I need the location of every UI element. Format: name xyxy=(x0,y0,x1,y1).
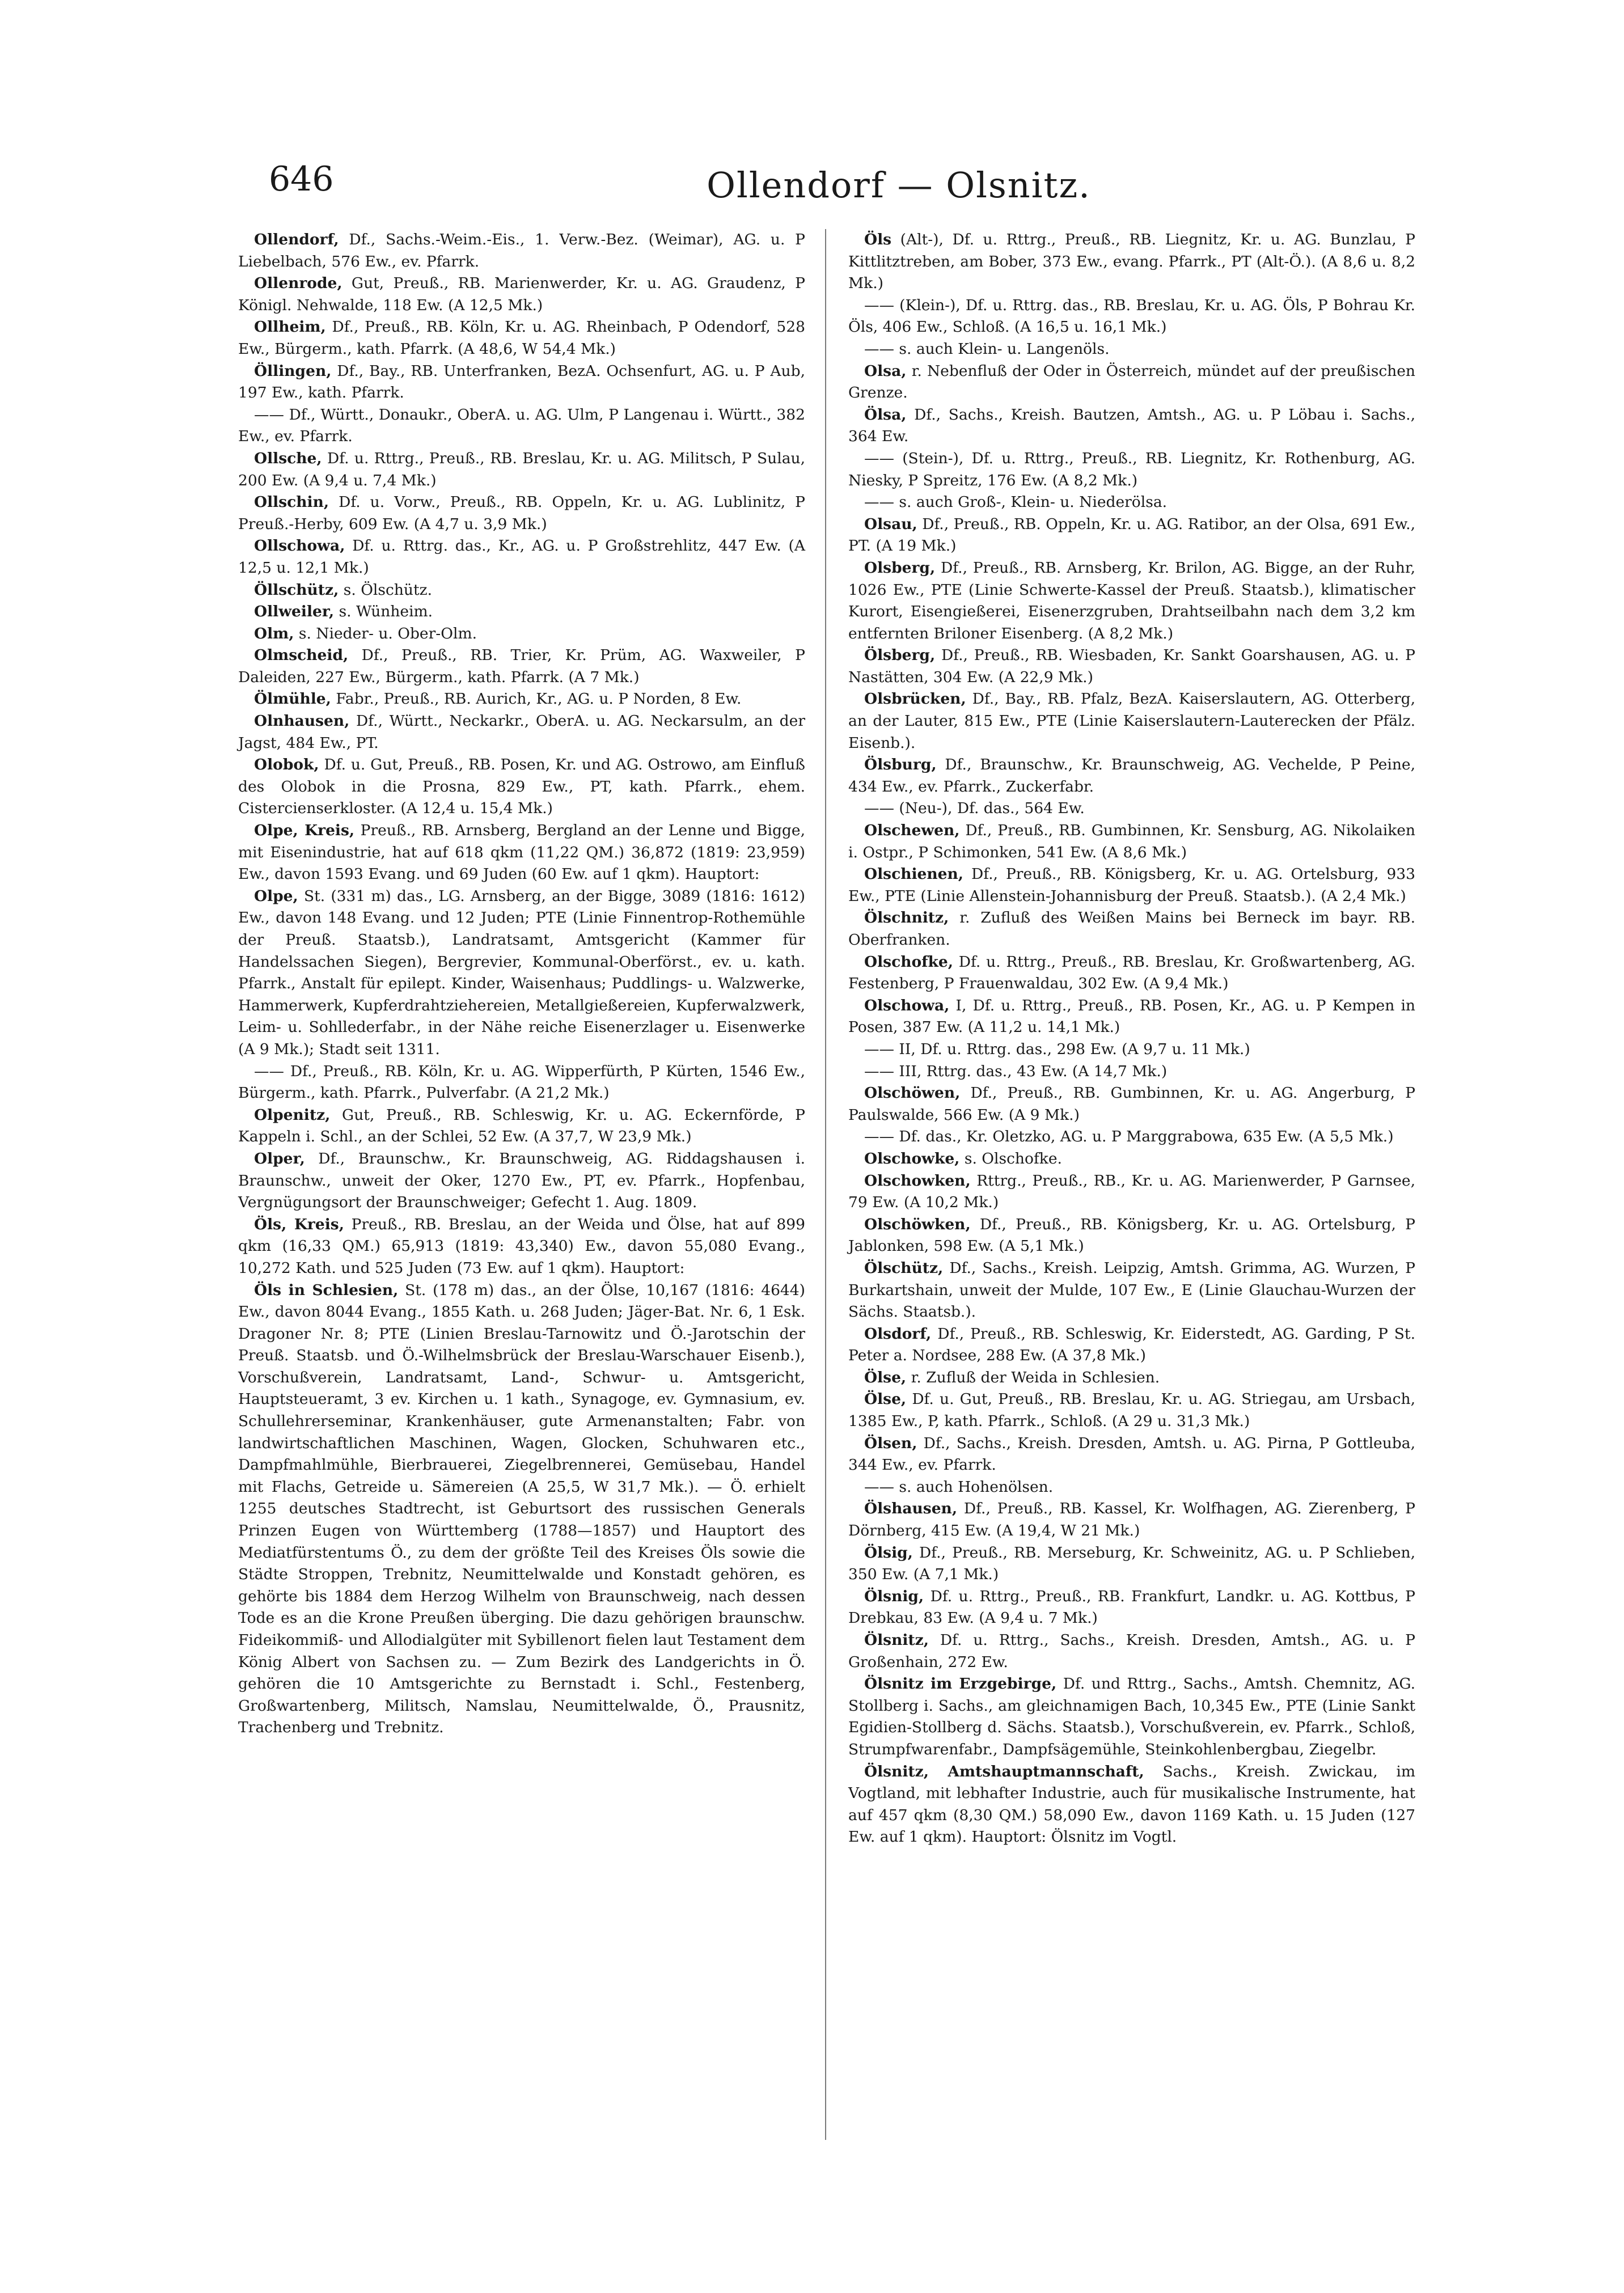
entry-headword: Olmscheid, xyxy=(254,646,349,665)
entry-headword: Olschowa, xyxy=(864,996,950,1014)
page-number: 646 xyxy=(269,159,334,199)
dictionary-entry xyxy=(848,1082,1415,1126)
entry-text: —— Df., Württ., Donaukr., OberA. u. AG. Ulm, P Langenau i. Württ., 382 Ew., ev. Pfarrk. xyxy=(238,405,805,446)
dictionary-entry xyxy=(848,1214,1415,1258)
entry-headword: Olobok, xyxy=(254,756,319,774)
entry-text: —— s. auch Groß-, Klein- u. Niederölsa. xyxy=(864,493,1168,511)
entry-text: s. Nieder- u. Ober-Olm. xyxy=(294,624,477,642)
dictionary-entry xyxy=(238,886,805,1061)
entry-headword: Olschowken, xyxy=(864,1171,971,1190)
entry-headword: Olschowke, xyxy=(864,1149,960,1167)
entry-text: Df. u. Rttrg., Preuß., RB. Frankfurt, Landkr. u. AG. Kottbus, P Drebkau, 83 Ew. (A 9,4 u. 7 Mk.) xyxy=(848,1587,1415,1627)
entry-text: Df., Preuß., RB. Gumbinnen, Kr. u. AG. Angerburg, P Paulswalde, 566 Ew. (A 9 Mk.) xyxy=(848,1084,1415,1124)
entry-text: Df., Preuß., RB. Gumbinnen, Kr. Sensburg, AG. Nikolaiken i. Ostpr., P Schimonken, 541 Ew. (A 8,6 Mk.) xyxy=(848,822,1415,861)
entry-headword: Olsbrücken, xyxy=(864,690,966,708)
entry-text: Df., Sachs., Kreish. Dresden, Amtsh. u. AG. Pirna, P Gottleuba, 344 Ew., ev. Pfarrk. xyxy=(848,1434,1415,1474)
entry-headword: Öllingen, xyxy=(254,362,332,380)
dictionary-entry xyxy=(238,1214,805,1280)
entry-headword: Olsau, xyxy=(864,515,917,533)
dictionary-entry xyxy=(238,579,805,602)
dictionary-entry xyxy=(848,1630,1415,1673)
entry-text: Gut, Preuß., RB. Schleswig, Kr. u. AG. Eckernförde, P Kappeln i. Schl., an der Schlei, 52 Ew. (A 37,7, W 23,9 Mk.) xyxy=(238,1106,805,1146)
column-divider xyxy=(825,229,826,2140)
dictionary-entry xyxy=(848,820,1415,864)
dictionary-entry xyxy=(238,688,805,710)
entry-text: Df., Sachs., Kreish. Bautzen, Amtsh., AG. u. P Löbau i. Sachs., 364 Ew. xyxy=(848,405,1415,446)
entry-headword: Olsberg, xyxy=(864,559,936,577)
entry-text: Df. und Rttrg., Sachs., Amtsh. Chemnitz, AG. Stollberg i. Sachs., am gleichnamigen Bach, 10,345 Ew., PTE (Linie Sankt Egidien-Stollberg d. Sächs. Staatsb.), Vorschußverein, ev. Pfarrk., Schloß, Strumpfwarenfabr., Dampfsägemühle, Steinkohlenbergbau, Ziegelbr. xyxy=(848,1675,1416,1758)
right-column xyxy=(848,229,1415,1848)
entry-headword: Ölse, xyxy=(864,1390,907,1408)
dictionary-entry xyxy=(238,448,805,492)
entry-headword: Ollheim, xyxy=(254,318,326,336)
entry-text: Sachs., Kreish. Zwickau, im Vogtland, mit lebhafter Industrie, auch für musikalische Instrumente, hat auf 457 qkm (8,30 QM.) 58,090 Ew., davon 1169 Kath. u. 15 Juden (127 Ew. auf 1 qkm). Hauptort: Ölsnitz im Vogtl. xyxy=(848,1762,1415,1846)
dictionary-entry xyxy=(848,1323,1415,1367)
entry-headword: Olpenitz, xyxy=(254,1106,331,1124)
entry-text: Df., Braunschw., Kr. Braunschweig, AG. Riddagshausen i. Braunschw., unweit der Oker, 1270 Ew., PT, ev. Pfarrk., Hopfenbau, Vergnügungsort der Braunschweiger; Gefecht 1. Aug. 1809. xyxy=(238,1149,805,1212)
entry-text: Df. u. Gut, Preuß., RB. Breslau, Kr. u. AG. Striegau, am Ursbach, 1385 Ew., P, kath. Pfarrk., Schloß. (A 29 u. 31,3 Mk.) xyxy=(848,1390,1415,1431)
entry-headword: Olper, xyxy=(254,1149,305,1167)
dictionary-entry xyxy=(848,1148,1415,1170)
entry-headword: Ölsnitz, xyxy=(864,1631,929,1649)
dictionary-entry xyxy=(848,754,1415,798)
entry-text: St. (331 m) das., LG. Arnsberg, an der Bigge, 3089 (1816: 1612) Ew., davon 148 Evang. und 12 Juden; PTE (Linie Finnentrop-Rothemühle der Preuß. Staatsb.), Landratsamt, Amtsgericht (Kammer für Handelssachen Siegen), Bergrevier, Kommunal-Oberförst., ev. u. kath. Pfarrk., Anstalt für epilept. Kinder, Waisenhaus; Puddlings- u. Walzwerke, Hammerwerk, Kupferdrahtziehereien, Metallgießereien, Kupferwalzwerk, Leim- u. Sohllederfabr., in der Nähe reiche Eisenerzlager u. Eisenwerke (A 9 Mk.); Stadt seit 1311. xyxy=(238,887,805,1058)
dictionary-entry xyxy=(848,404,1415,448)
dictionary-entry xyxy=(848,1367,1415,1389)
left-column xyxy=(238,229,805,1739)
entry-text: Rttrg., Preuß., RB., Kr. u. AG. Marienwerder, P Garnsee, 79 Ew. (A 10,2 Mk.) xyxy=(848,1171,1415,1212)
entry-text: Preuß., RB. Breslau, an der Weida und Ölse, hat auf 899 qkm (16,33 QM.) 65,913 (1819: 43,340) Ew., davon 55,080 Evang., 10,272 Kath. und 525 Juden (73 Ew. auf 1 qkm). Hauptort: xyxy=(238,1215,805,1277)
dictionary-entry xyxy=(848,295,1415,339)
entry-text: Fabr., Preuß., RB. Aurich, Kr., AG. u. P Norden, 8 Ew. xyxy=(331,690,742,708)
entry-headword: Öllschütz, xyxy=(254,581,339,599)
dictionary-entry xyxy=(848,1258,1415,1323)
entry-headword: Ölsberg, xyxy=(864,646,936,665)
entry-headword: Ollschin, xyxy=(254,493,329,511)
dictionary-entry xyxy=(848,339,1415,361)
dictionary-entry xyxy=(848,1761,1415,1848)
dictionary-entry xyxy=(238,492,805,535)
dictionary-entry xyxy=(848,514,1415,557)
entry-text: Df., Preuß., RB. Wiesbaden, Kr. Sankt Goarshausen, AG. u. P Nastätten, 304 Ew. (A 22,9 Mk.) xyxy=(848,646,1415,686)
dictionary-entry xyxy=(848,864,1415,907)
dictionary-entry xyxy=(848,361,1415,404)
dictionary-entry xyxy=(238,623,805,645)
entry-headword: Ölsnitz im Erzgebirge, xyxy=(864,1675,1057,1693)
entry-text: —— Df., Preuß., RB. Köln, Kr. u. AG. Wipperfürth, P Kürten, 1546 Ew., Bürgerm., kath. Pfarrk., Pulverfabr. (A 21,2 Mk.) xyxy=(238,1062,805,1102)
entry-text: Df., Preuß., RB. Kassel, Kr. Wolfhagen, AG. Zierenberg, P Dörnberg, 415 Ew. (A 19,4, W 21 Mk.) xyxy=(848,1500,1415,1540)
entry-headword: Olsdorf, xyxy=(864,1325,932,1343)
dictionary-entry xyxy=(848,1433,1415,1477)
dictionary-entry xyxy=(238,754,805,820)
dictionary-entry xyxy=(848,1126,1415,1148)
dictionary-entry xyxy=(848,688,1415,754)
entry-headword: Ölsen, xyxy=(864,1434,917,1452)
entry-text: s. Wünheim. xyxy=(334,603,433,621)
entry-text: St. (178 m) das., an der Ölse, 10,167 (1816: 4644) Ew., davon 8044 Evang., 1855 Kath. u. 268 Juden; Jäger-Bat. Nr. 6, 1 Esk. Dragoner Nr. 8; PTE (Linien Breslau-Tarnowitz und Ö.-Jarotschin der Preuß. Staatsb. und Ö.-Wilhelmsbrück der Breslau-Warschauer Eisenb.), Vorschußverein, Landratsamt, Land-, Schwur- u. Amtsgericht, Hauptsteueramt, 3 ev. Kirchen u. 1 kath., Synagoge, ev. Gymnasium, ev. Schullehrerseminar, Krankenhäuser, gute Armenanstalten; Fabr. von landwirtschaftlichen Maschinen, Wagen, Glocken, Schuhwaren etc., Dampfmahlmühle, Bierbrauerei, Ziegelbrennerei, Gemüsebau, Handel mit Flachs, Getreide u. Sämereien (A 25,5, W 31,7 Mk.). — Ö. erhielt 1255 deutsches Stadtrecht, ist Geburtsort des russischen Generals Prinzen Eugen von Württemberg (1788—1857) und Hauptort des Mediatfürstentums Ö., zu dem der größte Teil des Kreises Öls sowie die Städte Stroppen, Trebnitz, Neumittelwalde und Konstadt gehören, es gehörte bis 1884 dem Herzog Wilhelm von Braunschweig, nach dessen Tode es an die Krone Preußen überging. Die dazu gehörigen braunschw. Fideikommiß- und Allodialgüter mit Sybillenort fielen laut Testament dem König Albert von Sachsen zu. — Zum Bezirk des Landgerichts in Ö. gehören die 10 Amtsgerichte zu Bernstadt i. Schl., Festenberg, Großwartenberg, Militsch, Namslau, Neumittelwalde, Ö., Prausnitz, Trachenberg und Trebnitz. xyxy=(238,1281,805,1737)
entry-headword: Ollweiler, xyxy=(254,603,335,621)
dictionary-entry xyxy=(238,535,805,579)
entry-text: —— (Neu-), Df. das., 564 Ew. xyxy=(864,799,1085,818)
dictionary-entry xyxy=(848,1498,1415,1542)
entry-headword: Ollschowa, xyxy=(254,537,345,555)
running-head: Ollendorf — Olsnitz. xyxy=(707,164,1091,206)
entry-headword: Olschewen, xyxy=(864,822,960,840)
entry-text: Df., Preuß., RB. Königsberg, Kr. u. AG. Ortelsburg, 933 Ew., PTE (Linie Allenstein-Johannisburg der Preuß. Staatsb.). (A 2,4 Mk.) xyxy=(848,865,1415,905)
entry-text: (Alt-), Df. u. Rttrg., Preuß., RB. Liegnitz, Kr. u. AG. Bunzlau, P Kittlitztreben, am Bober, 373 Ew., evang. Pfarrk., PT (Alt-Ö.). (A 8,6 u. 8,2 Mk.) xyxy=(848,231,1415,293)
entry-headword: Öls xyxy=(864,231,892,248)
entry-headword: Olsa, xyxy=(864,362,907,380)
dictionary-entry xyxy=(238,645,805,688)
entry-text: Df., Preuß., RB. Arnsberg, Kr. Brilon, AG. Bigge, an der Ruhr, 1026 Ew., PTE (Linie Schwerte-Kassel der Preuß. Staatsb.), klimatischer Kurort, Eisengießerei, Eisenerzgruben, Drahtseilbahn nach dem 3,2 km entfernten Briloner Eisenberg. (A 8,2 Mk.) xyxy=(848,559,1415,642)
entry-text: —— II, Df. u. Rttrg. das., 298 Ew. (A 9,7 u. 11 Mk.) xyxy=(864,1040,1250,1058)
entry-text: Df. u. Rttrg., Sachs., Kreish. Dresden, Amtsh., AG. u. P Großenhain, 272 Ew. xyxy=(848,1631,1415,1671)
entry-text: Df., Preuß., RB. Merseburg, Kr. Schweinitz, AG. u. P Schlieben, 350 Ew. (A 7,1 Mk.) xyxy=(848,1543,1415,1584)
dictionary-entry xyxy=(848,1673,1415,1761)
dictionary-entry xyxy=(238,404,805,448)
entry-text: r. Zufluß der Weida in Schlesien. xyxy=(906,1368,1160,1386)
entry-headword: Ölshausen, xyxy=(864,1500,958,1518)
entry-text: r. Nebenfluß der Oder in Österreich, mündet auf der preußischen Grenze. xyxy=(848,362,1415,402)
entry-headword: Ölsig, xyxy=(864,1543,913,1562)
entry-headword: Olschöwken, xyxy=(864,1215,971,1233)
entry-text: —— s. auch Hohenölsen. xyxy=(864,1478,1054,1496)
entry-headword: Ölschütz, xyxy=(864,1259,944,1277)
entry-headword: Ölsnig, xyxy=(864,1587,924,1605)
entry-text: Df., Preuß., RB. Königsberg, Kr. u. AG. Ortelsburg, P Jablonken, 598 Ew. (A 5,1 Mk.) xyxy=(848,1215,1415,1255)
entry-headword: Ölschnitz, xyxy=(864,909,949,927)
entry-headword: Olschofke, xyxy=(864,953,953,971)
entry-text: —— (Stein-), Df. u. Rttrg., Preuß., RB. Liegnitz, Kr. Rothenburg, AG. Niesky, P Spreitz, 176 Ew. (A 8,2 Mk.) xyxy=(848,449,1415,489)
entry-text: Preuß., RB. Arnsberg, Bergland an der Lenne und Bigge, mit Eisenindustrie, hat auf 618 qkm (11,22 QM.) 36,872 (1819: 23,959) Ew., davon 1593 Evang. und 69 Juden (60 Ew. auf 1 qkm). Hauptort: xyxy=(238,822,805,883)
dictionary-entry xyxy=(238,710,805,754)
dictionary-entry xyxy=(848,1477,1415,1499)
dictionary-entry xyxy=(238,1061,805,1105)
entry-headword: Ölsnitz, Amtshauptmannschaft, xyxy=(864,1762,1144,1780)
entry-headword: Öls, Kreis, xyxy=(254,1215,344,1233)
entry-headword: Olnhausen, xyxy=(254,712,350,730)
dictionary-entry xyxy=(238,1148,805,1214)
dictionary-entry xyxy=(238,1280,805,1739)
dictionary-entry xyxy=(848,1061,1415,1083)
dictionary-entry xyxy=(848,1170,1415,1214)
dictionary-entry xyxy=(848,557,1415,645)
entry-headword: Ollendorf, xyxy=(254,231,339,248)
entry-text: —— Df. das., Kr. Oletzko, AG. u. P Marggrabowa, 635 Ew. (A 5,5 Mk.) xyxy=(864,1128,1394,1146)
dictionary-entry xyxy=(848,229,1415,295)
entry-text: r. Zufluß des Weißen Mains bei Berneck im bayr. RB. Oberfranken. xyxy=(848,909,1415,949)
entry-text: —— s. auch Klein- u. Langenöls. xyxy=(864,340,1110,358)
dictionary-entry xyxy=(238,601,805,623)
dictionary-entry xyxy=(238,1105,805,1148)
dictionary-entry xyxy=(238,273,805,316)
entry-text: —— (Klein-), Df. u. Rttrg. das., RB. Breslau, Kr. u. AG. Öls, P Bohrau Kr. Öls, 406 Ew., Schloß. (A 16,5 u. 16,1 Mk.) xyxy=(848,296,1415,336)
dictionary-entry xyxy=(848,1542,1415,1586)
entry-headword: Olschöwen, xyxy=(864,1084,961,1102)
dictionary-entry xyxy=(238,316,805,360)
entry-text: s. Ölschütz. xyxy=(339,581,433,599)
entry-text: Df. u. Vorw., Preuß., RB. Oppeln, Kr. u. AG. Lublinitz, P Preuß.-Herby, 609 Ew. (A 4,7 u. 3,9 Mk.) xyxy=(238,493,805,533)
entry-headword: Ollenrode, xyxy=(254,274,342,293)
entry-text: s. Olschofke. xyxy=(959,1149,1062,1167)
dictionary-entry xyxy=(848,798,1415,820)
entry-text: Df., Braunschw., Kr. Braunschweig, AG. Vechelde, P Peine, 434 Ew., ev. Pfarrk., Zuckerfabr. xyxy=(848,756,1415,796)
entry-headword: Ölsburg, xyxy=(864,756,937,774)
dictionary-entry xyxy=(238,229,805,273)
entry-headword: Olpe, xyxy=(254,887,298,905)
dictionary-entry xyxy=(848,951,1415,995)
entry-text: Df., Württ., Neckarkr., OberA. u. AG. Neckarsulm, an der Jagst, 484 Ew., PT. xyxy=(238,712,805,752)
entry-headword: Ölsa, xyxy=(864,405,907,424)
dictionary-entry xyxy=(238,820,805,886)
entry-text: Df., Sachs., Kreish. Leipzig, Amtsh. Grimma, AG. Wurzen, P Burkartshain, unweit der Mulde, 107 Ew., E (Linie Glauchau-Wurzen der Sächs. Staatsb.). xyxy=(848,1259,1415,1321)
entry-text: Df., Preuß., RB. Köln, Kr. u. AG. Rheinbach, P Odendorf, 528 Ew., Bürgerm., kath. Pfarrk. (A 48,6, W 54,4 Mk.) xyxy=(238,318,805,358)
entry-text: —— III, Rttrg. das., 43 Ew. (A 14,7 Mk.) xyxy=(864,1062,1168,1080)
entry-text: Df., Sachs.-Weim.-Eis., 1. Verw.-Bez. (Weimar), AG. u. P Liebelbach, 576 Ew., ev. Pfarrk. xyxy=(238,231,805,270)
entry-headword: Olschienen, xyxy=(864,865,964,883)
entry-headword: Ollsche, xyxy=(254,449,322,467)
entry-text: Df., Preuß., RB. Oppeln, Kr. u. AG. Ratibor, an der Olsa, 691 Ew., PT. (A 19 Mk.) xyxy=(848,515,1415,555)
entry-headword: Ölmühle, xyxy=(254,690,331,708)
entry-headword: Öls in Schlesien, xyxy=(254,1281,399,1299)
entry-text: Df. u. Rttrg., Preuß., RB. Breslau, Kr. Großwartenberg, AG. Festenberg, P Frauenwaldau, 302 Ew. (A 9,4 Mk.) xyxy=(848,953,1415,993)
dictionary-entry xyxy=(848,492,1415,514)
entry-text: I, Df. u. Rttrg., Preuß., RB. Posen, Kr., AG. u. P Kempen in Posen, 387 Ew. (A 11,2 u. 14,1 Mk.) xyxy=(848,996,1415,1036)
entry-text: Df., Bay., RB. Pfalz, BezA. Kaiserslautern, AG. Otterberg, an der Lauter, 815 Ew., PTE (Linie Kaiserslautern-Lauterecken der Pfälz. Eisenb.). xyxy=(848,690,1415,752)
entry-headword: Ölse, xyxy=(864,1368,907,1386)
entry-text: Df. u. Rttrg., Preuß., RB. Breslau, Kr. u. AG. Militsch, P Sulau, 200 Ew. (A 9,4 u. 7,4 Mk.) xyxy=(238,449,805,489)
dictionary-entry xyxy=(848,448,1415,492)
dictionary-entry xyxy=(848,1389,1415,1432)
entry-headword: Olm, xyxy=(254,624,294,642)
entry-text: Df. u. Rttrg. das., Kr., AG. u. P Großstrehlitz, 447 Ew. (A 12,5 u. 12,1 Mk.) xyxy=(238,537,805,577)
dictionary-entry xyxy=(238,361,805,404)
dictionary-entry xyxy=(848,907,1415,951)
dictionary-entry xyxy=(848,1039,1415,1061)
entry-text: Gut, Preuß., RB. Marienwerder, Kr. u. AG. Graudenz, P Königl. Nehwalde, 118 Ew. (A 12,5 Mk.) xyxy=(238,274,805,314)
entry-headword: Olpe, Kreis, xyxy=(254,822,355,840)
dictionary-entry xyxy=(848,645,1415,688)
entry-text: Df., Preuß., RB. Schleswig, Kr. Eiderstedt, AG. Garding, P St. Peter a. Nordsee, 288 Ew. (A 37,8 Mk.) xyxy=(848,1325,1415,1365)
dictionary-entry xyxy=(848,995,1415,1039)
entry-text: Df., Bay., RB. Unterfranken, BezA. Ochsenfurt, AG. u. P Aub, 197 Ew., kath. Pfarrk. xyxy=(238,362,805,402)
entry-text: Df., Preuß., RB. Trier, Kr. Prüm, AG. Waxweiler, P Daleiden, 227 Ew., Bürgerm., kath. Pfarrk. (A 7 Mk.) xyxy=(238,646,805,686)
entry-text: Df. u. Gut, Preuß., RB. Posen, Kr. und AG. Ostrowo, am Einfluß des Olobok in die Prosna, 829 Ew., PT, kath. Pfarrk., ehem. Cistercienserkloster. (A 12,4 u. 15,4 Mk.) xyxy=(238,756,805,818)
dictionary-entry xyxy=(848,1586,1415,1630)
